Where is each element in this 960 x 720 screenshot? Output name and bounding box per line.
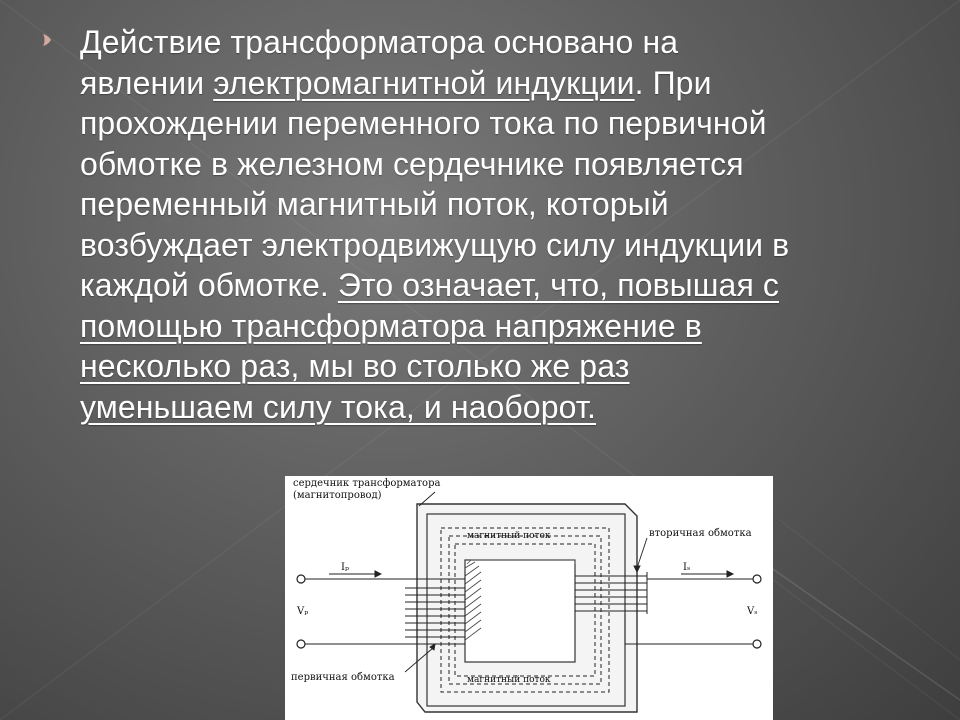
flux-label-bottom: магнитный поток bbox=[467, 675, 551, 685]
primary-winding-label: первичная обмотка bbox=[291, 672, 395, 683]
text-segment: прохождении переменного тока по первичной bbox=[80, 105, 767, 141]
hyperlink-text[interactable]: Это означает, что, повышая с bbox=[337, 267, 779, 303]
flux-label-top: магнитный поток bbox=[467, 531, 551, 541]
text-line bbox=[80, 103, 920, 144]
text-segment: переменный магнитный поток, который bbox=[80, 186, 669, 222]
core-label: сердечник трансформатора bbox=[293, 478, 441, 489]
hyperlink-text[interactable]: помощью трансформатора напряжение в bbox=[80, 307, 702, 344]
text-line bbox=[80, 265, 920, 306]
secondary-winding-label: вторичная обмотка bbox=[649, 528, 752, 539]
text-line bbox=[80, 306, 920, 347]
text-line bbox=[80, 63, 920, 104]
text-segment: . При bbox=[634, 64, 712, 101]
text-line bbox=[80, 346, 920, 387]
text-segment: Действие трансформатора основано на bbox=[80, 24, 679, 60]
bullet-icon bbox=[40, 32, 54, 48]
text-line bbox=[80, 22, 920, 63]
primary-voltage-label: Vₚ bbox=[297, 606, 309, 617]
hyperlink-text[interactable]: электромагнитной индукции bbox=[213, 64, 635, 101]
primary-current-label: Iₚ bbox=[341, 562, 349, 573]
slide-text bbox=[80, 22, 920, 427]
secondary-voltage-label: Vₛ bbox=[747, 606, 758, 617]
text-line bbox=[80, 225, 920, 266]
text-line bbox=[80, 387, 920, 428]
text-segment: возбуждает электродвижущую силу индукции в bbox=[80, 226, 790, 263]
text-line bbox=[80, 184, 920, 225]
hyperlink-text[interactable]: несколько раз, мы во столько же раз bbox=[80, 348, 630, 384]
transformer-diagram bbox=[285, 476, 773, 720]
secondary-current-label: Iₛ bbox=[683, 562, 691, 573]
core-label-sub: (магнитопровод) bbox=[293, 490, 382, 501]
hyperlink-text[interactable]: уменьшаем силу тока, и наоборот. bbox=[80, 388, 596, 425]
text-segment: каждой обмотке. bbox=[80, 267, 338, 303]
text-segment: явлении bbox=[80, 64, 214, 101]
text-line bbox=[80, 144, 920, 185]
text-segment: обмотке в железном сердечнике появляется bbox=[80, 145, 744, 182]
